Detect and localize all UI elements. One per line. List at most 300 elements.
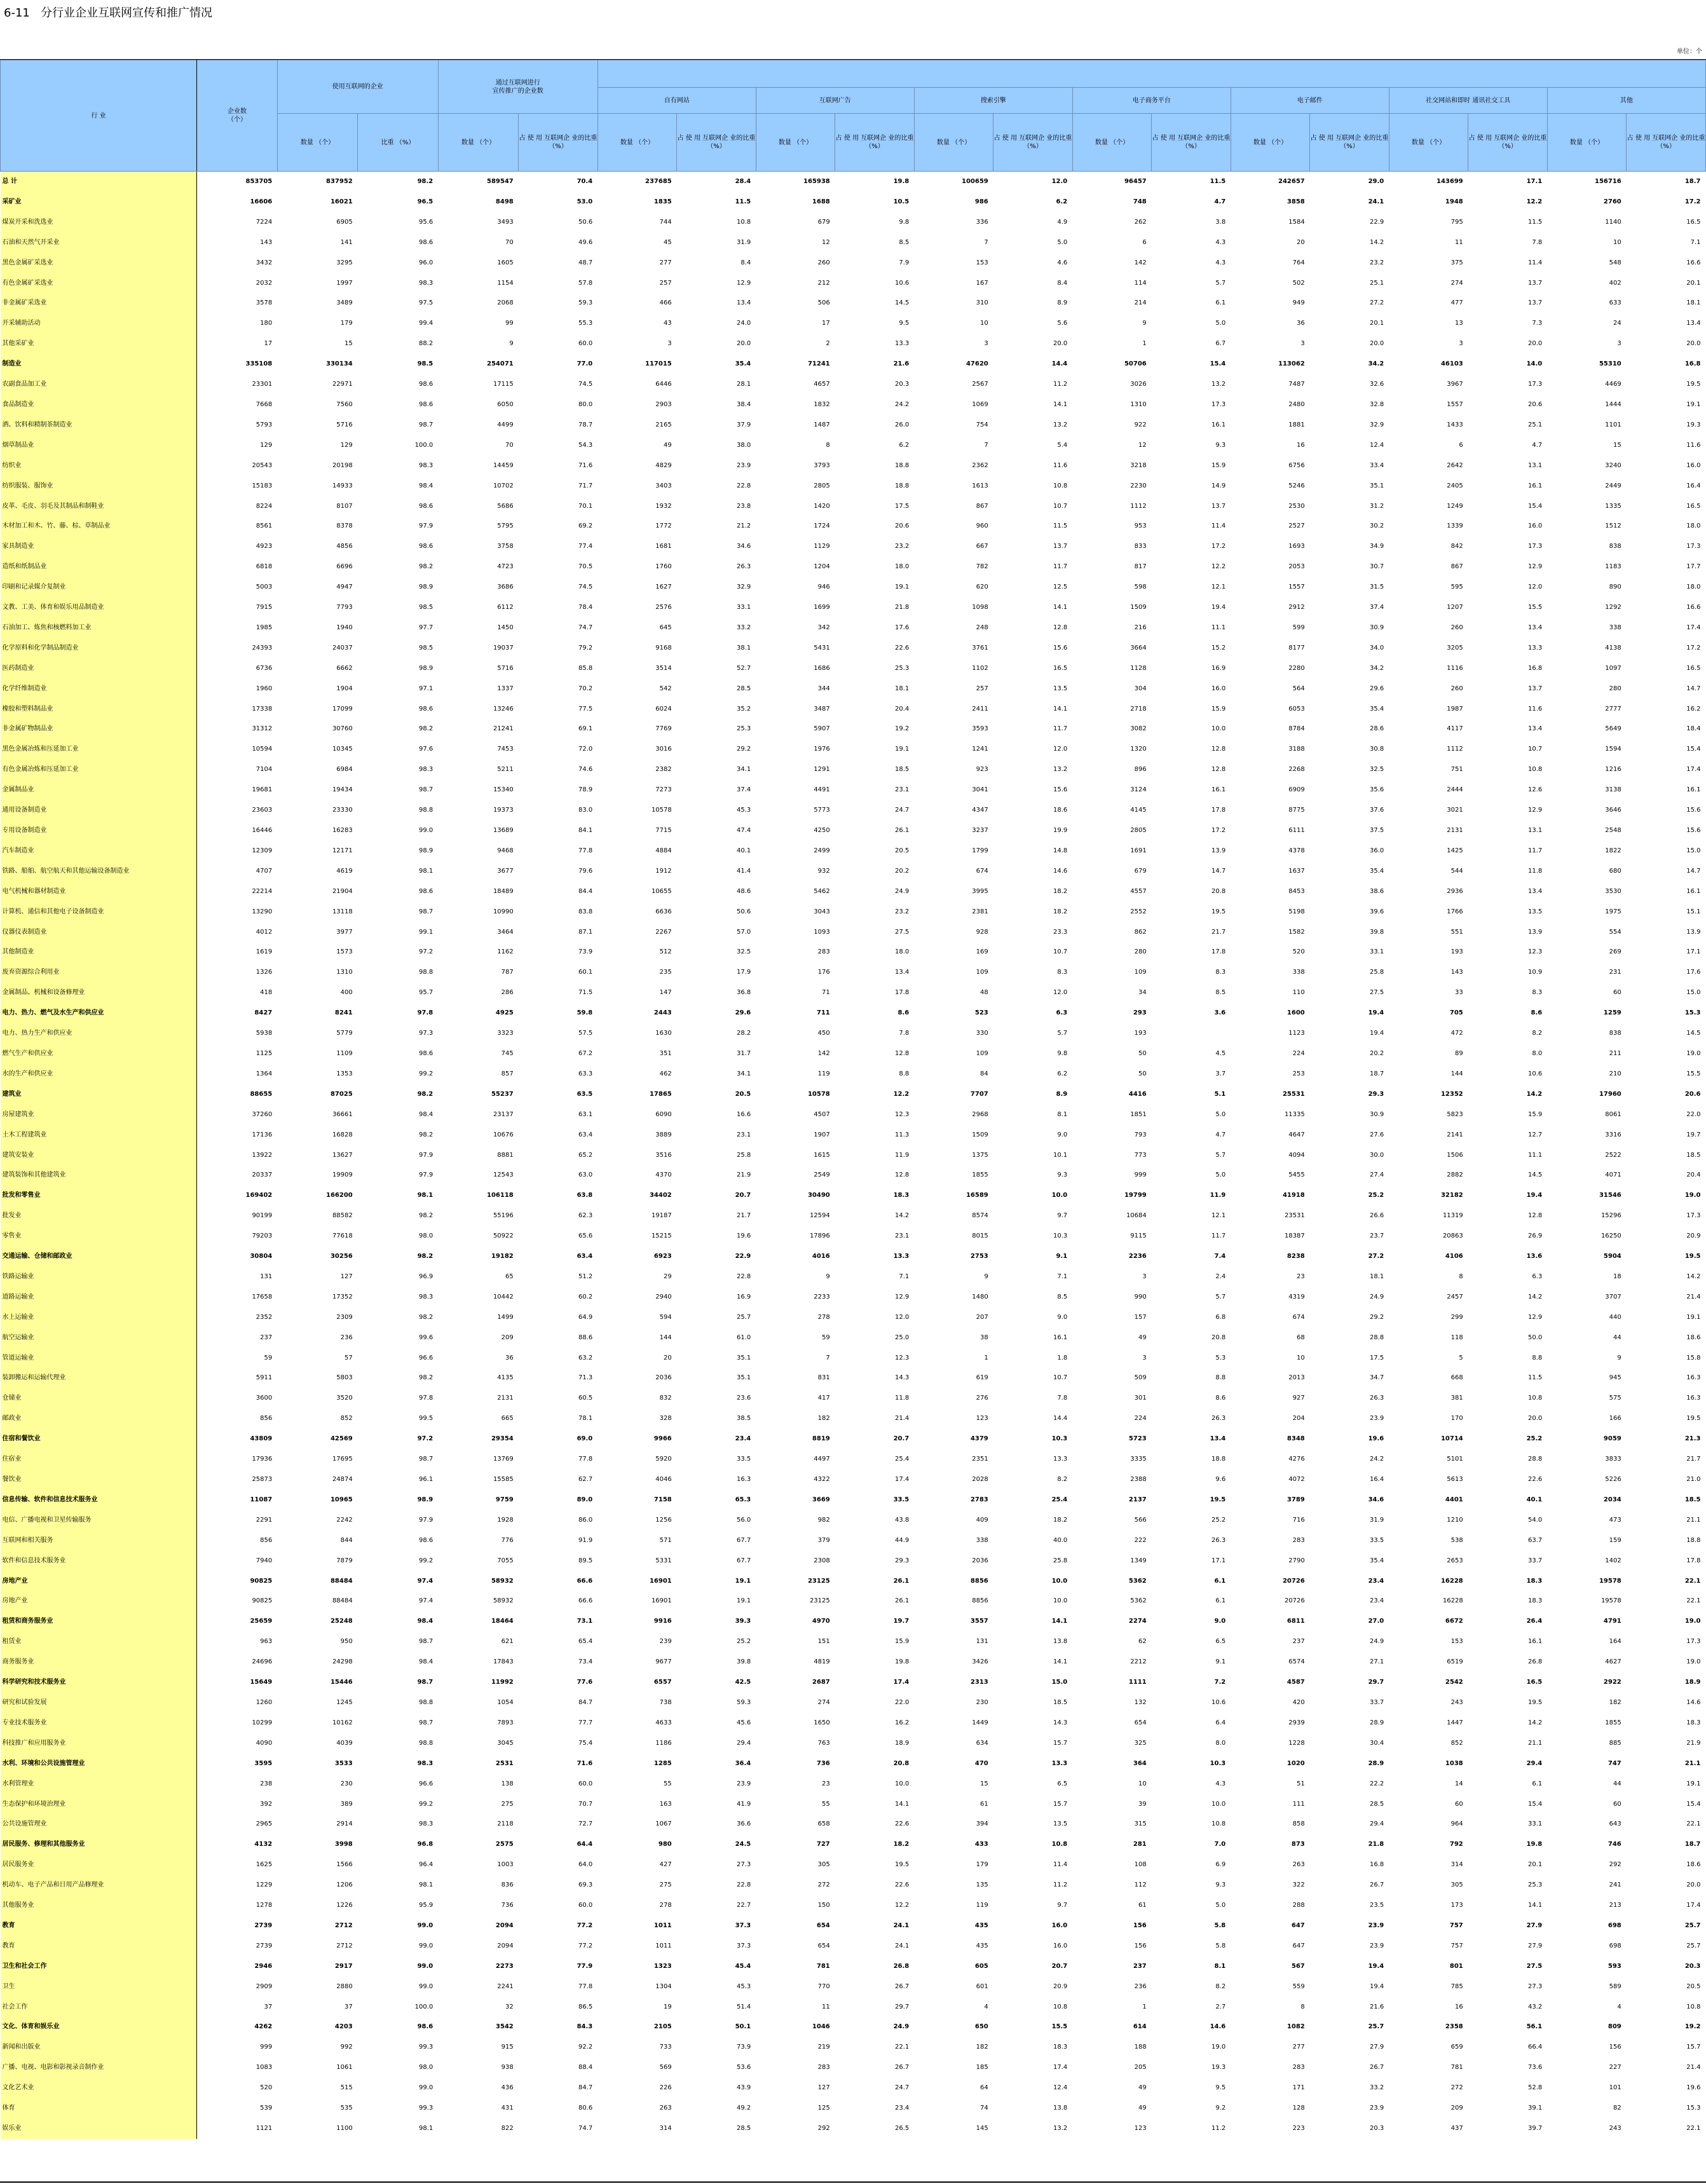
table-cell: 738 <box>659 1698 672 1706</box>
table-cell: 3998 <box>334 1841 353 1848</box>
table-cell: 24 <box>1613 320 1621 327</box>
table-cell: 43 <box>664 320 672 327</box>
table-cell: 20.0 <box>1369 340 1384 348</box>
industry-name: 石油和天然气开采业 <box>1 233 197 253</box>
table-cell: 1326 <box>256 969 273 976</box>
table-cell: 28.8 <box>1369 1334 1384 1341</box>
table-cell: 22.6 <box>1527 1476 1543 1483</box>
industry-name: 纺织业 <box>1 456 197 476</box>
table-cell: 2914 <box>336 1820 353 1828</box>
table-cell: 63.4 <box>577 1253 593 1260</box>
table-cell: 1216 <box>1605 766 1621 774</box>
table-cell: 45.3 <box>736 807 751 814</box>
table-cell: 18.5 <box>894 766 910 774</box>
table-cell: 8881 <box>497 1151 514 1159</box>
table-cell: 30.9 <box>1369 624 1384 631</box>
table-cell: 1102 <box>972 664 988 672</box>
table-cell: 3464 <box>497 928 514 936</box>
table-row <box>1 2058 1706 2078</box>
table-cell: 11.5 <box>1527 1374 1543 1382</box>
table-cell: 143699 <box>1436 178 1463 185</box>
table-cell: 1681 <box>655 543 672 550</box>
table-cell: 58932 <box>493 1597 514 1605</box>
table-row <box>1 1916 1706 1936</box>
table-cell: 2712 <box>334 1921 353 1929</box>
header-group-4: 电子邮件 <box>1231 88 1389 114</box>
table-cell: 502 <box>1292 279 1305 287</box>
table-cell: 97.2 <box>417 1435 433 1443</box>
table-cell: 20.8 <box>1211 887 1226 895</box>
table-cell: 867 <box>1450 563 1463 571</box>
table-cell: 12.4 <box>1369 441 1384 449</box>
table-cell: 6.5 <box>1215 1638 1226 1646</box>
table-cell: 9.8 <box>1057 1049 1068 1057</box>
table-cell: 52.7 <box>736 664 751 672</box>
table-cell: 15.1 <box>1686 908 1701 915</box>
table-cell: 2230 <box>1130 482 1147 489</box>
table-cell: 95.6 <box>418 218 433 226</box>
table-cell: 19.4 <box>1368 1009 1384 1017</box>
industry-name: 居民服务、修理和其他服务业 <box>1 1834 197 1855</box>
table-cell: 8.3 <box>1532 989 1543 997</box>
table-cell: 305 <box>817 1861 830 1869</box>
table-cell: 2548 <box>1605 827 1621 834</box>
table-cell: 3240 <box>1605 461 1621 469</box>
table-cell: 24.9 <box>1369 1293 1384 1300</box>
table-cell: 12352 <box>1440 1090 1463 1098</box>
table-cell: 1162 <box>497 948 514 956</box>
table-cell: 19.9 <box>1053 827 1068 834</box>
table-cell: 16.0 <box>1211 685 1226 692</box>
table-cell: 39.3 <box>735 1618 751 1625</box>
table-cell: 1097 <box>1605 664 1621 672</box>
table-cell: 26.0 <box>894 421 910 428</box>
table-cell: 18.5 <box>1053 1698 1068 1706</box>
table-cell: 78.1 <box>578 1415 593 1423</box>
table-cell: 77.9 <box>577 1962 593 1970</box>
table-cell: 18.8 <box>894 482 910 489</box>
table-cell: 15585 <box>493 1476 514 1483</box>
table-cell: 4262 <box>254 2023 273 2031</box>
table-cell: 75.4 <box>578 1739 593 1747</box>
table-cell: 16.3 <box>1686 1374 1701 1382</box>
table-cell: 1509 <box>972 1131 988 1138</box>
table-cell: 11.2 <box>1053 381 1068 388</box>
table-cell: 795 <box>1450 218 1463 226</box>
header-group-3: 电子商务平台 <box>1072 88 1231 114</box>
table-cell: 226 <box>659 2084 672 2092</box>
header-group-band <box>597 60 1705 88</box>
table-cell: 1292 <box>1605 604 1621 611</box>
table-cell: 23.4 <box>1368 1577 1384 1585</box>
table-cell: 98.7 <box>418 1719 433 1726</box>
table-cell: 70.4 <box>577 178 593 185</box>
table-cell: 1109 <box>336 1049 353 1057</box>
table-cell: 31.5 <box>1369 584 1384 591</box>
table-cell: 10.3 <box>1051 1435 1068 1443</box>
table-cell: 14.1 <box>1053 604 1068 611</box>
table-cell: 17.2 <box>1211 543 1226 550</box>
header-group-6: 其他 <box>1547 88 1705 114</box>
table-cell: 7273 <box>655 786 672 794</box>
table-cell: 78.4 <box>578 604 593 611</box>
table-cell: 110 <box>1292 989 1305 997</box>
table-cell: 292 <box>1609 1861 1621 1869</box>
table-cell: 22.9 <box>735 1253 751 1260</box>
table-cell: 4.3 <box>1215 259 1226 266</box>
table-cell: 2552 <box>1130 908 1147 915</box>
industry-name: 软件和信息技术服务业 <box>1 1551 197 1571</box>
table-cell: 11.8 <box>1527 867 1543 875</box>
industry-name: 专业技术服务业 <box>1 1713 197 1733</box>
table-cell: 14.7 <box>1686 867 1701 875</box>
table-cell: 38.5 <box>736 1415 751 1423</box>
table-cell: 230 <box>976 1698 988 1706</box>
table-cell: 98.6 <box>418 381 433 388</box>
table-cell: 18 <box>1613 1273 1621 1280</box>
table-cell: 27.2 <box>1369 299 1384 307</box>
table-cell: 39 <box>1138 1800 1147 1808</box>
table-row <box>1 1652 1706 1672</box>
industry-name: 化学纤维制造业 <box>1 679 197 699</box>
table-cell: 12.3 <box>894 1354 910 1362</box>
table-row <box>1 1490 1706 1510</box>
table-cell: 4401 <box>1445 1496 1463 1503</box>
table-cell: 15649 <box>250 1679 273 1686</box>
table-cell: 188 <box>1134 2044 1147 2051</box>
table-cell: 17.3 <box>1527 543 1543 550</box>
table-cell: 74.5 <box>578 584 593 591</box>
table-cell: 1020 <box>1286 1759 1305 1767</box>
table-cell: 22.8 <box>736 1273 751 1280</box>
table-cell: 10 <box>1613 238 1621 246</box>
table-cell: 55310 <box>1599 360 1621 368</box>
table-cell: 15.0 <box>1686 847 1701 854</box>
table-cell: 4106 <box>1445 1253 1463 1260</box>
table-cell: 97.2 <box>418 948 433 956</box>
industry-name: 燃气生产和供应业 <box>1 1044 197 1064</box>
table-cell: 20863 <box>1442 1232 1463 1240</box>
table-cell: 679 <box>1134 867 1147 875</box>
table-cell: 16021 <box>330 198 353 205</box>
table-cell: 10965 <box>330 1496 353 1503</box>
table-cell: 11.7 <box>1053 563 1068 571</box>
table-cell: 98.3 <box>418 766 433 774</box>
table-cell: 523 <box>974 1009 988 1017</box>
table-cell: 325 <box>1134 1739 1147 1747</box>
table-cell: 982 <box>817 1516 830 1524</box>
table-cell: 73.4 <box>578 1658 593 1666</box>
table-cell: 34.9 <box>1369 543 1384 550</box>
table-cell: 10.8 <box>736 218 751 226</box>
table-row <box>1 1470 1706 1490</box>
table-cell: 11.4 <box>1211 522 1226 530</box>
table-cell: 2382 <box>655 766 672 774</box>
table-cell: 3045 <box>497 1739 514 1747</box>
table-cell: 3487 <box>814 705 830 713</box>
table-cell: 15.3 <box>1686 2105 1701 2112</box>
table-cell: 1487 <box>814 421 830 428</box>
table-cell: 98.2 <box>418 1131 433 1138</box>
table-cell: 6818 <box>256 563 273 571</box>
table-cell: 566 <box>1134 1516 1147 1524</box>
table-cell: 24.1 <box>894 1942 910 1949</box>
industry-name: 电信、广播电视和卫星传输服务 <box>1 1510 197 1531</box>
table-cell: 2968 <box>972 1110 988 1118</box>
table-cell: 12.0 <box>894 1313 910 1321</box>
table-cell: 922 <box>1134 421 1147 428</box>
table-cell: 19.5 <box>1684 1253 1701 1260</box>
table-cell: 9.1 <box>1215 1658 1226 1666</box>
table-cell: 8.1 <box>1057 1110 1068 1118</box>
table-cell: 3707 <box>1605 1293 1621 1300</box>
table-cell: 2909 <box>256 1983 273 1990</box>
table-cell: 1724 <box>814 522 830 530</box>
table-row <box>1 293 1706 313</box>
industry-name: 非金属矿物制品业 <box>1 719 197 739</box>
table-cell: 20 <box>1297 238 1305 246</box>
table-cell: 634 <box>976 1739 988 1747</box>
table-cell: 833 <box>1134 543 1147 550</box>
table-cell: 8.1 <box>1214 1962 1226 1970</box>
table-cell: 99.0 <box>417 1921 433 1929</box>
table-cell: 2105 <box>653 2023 672 2031</box>
table-cell: 41.4 <box>736 867 751 875</box>
table-cell: 54.0 <box>1527 1516 1543 1524</box>
table-cell: 2946 <box>254 1962 273 1970</box>
table-cell: 3995 <box>972 887 988 895</box>
header-group-5: 社交网站和即时 通讯社交工具 <box>1389 88 1547 114</box>
table-cell: 7769 <box>655 725 672 733</box>
table-cell: 3758 <box>497 543 514 550</box>
table-row <box>1 659 1706 679</box>
table-cell: 86.0 <box>578 1516 593 1524</box>
table-cell: 9.0 <box>1057 1313 1068 1321</box>
table-cell: 98.6 <box>418 705 433 713</box>
table-cell: 4923 <box>256 543 273 550</box>
table-cell: 28.6 <box>1369 725 1384 733</box>
table-cell: 63.3 <box>578 1070 593 1077</box>
table-cell: 3489 <box>336 299 353 307</box>
table-cell: 4.9 <box>1057 218 1068 226</box>
bottom-rule <box>0 2181 1706 2183</box>
table-cell: 62 <box>1138 1638 1147 1646</box>
table-cell: 5938 <box>256 1030 273 1037</box>
table-cell: 38.0 <box>736 441 751 449</box>
table-cell: 10714 <box>1440 1435 1463 1443</box>
table-cell: 17.1 <box>1211 1557 1226 1564</box>
table-cell: 77.2 <box>578 1942 593 1949</box>
table-cell: 19799 <box>1124 1192 1147 1199</box>
table-cell: 12.8 <box>1527 1212 1543 1220</box>
table-cell: 20.5 <box>1686 1983 1701 1990</box>
table-cell: 17.5 <box>1369 1354 1384 1362</box>
table-cell: 1976 <box>814 746 830 753</box>
table-cell: 179 <box>976 1861 988 1869</box>
table-cell: 8.6 <box>897 1009 910 1017</box>
table-cell: 109 <box>976 969 988 976</box>
table-cell: 41.9 <box>736 1800 751 1808</box>
table-cell: 25.1 <box>1527 421 1543 428</box>
table-cell: 236 <box>1134 1983 1147 1990</box>
table-cell: 19.1 <box>735 1577 751 1585</box>
table-cell: 1069 <box>972 400 988 408</box>
table-cell: 938 <box>501 2064 514 2071</box>
table-cell: 3664 <box>1130 644 1147 652</box>
table-cell: 1186 <box>655 1739 672 1747</box>
table-cell: 63.7 <box>1527 1536 1543 1544</box>
table-cell: 35.4 <box>1369 705 1384 713</box>
table-cell: 50 <box>1138 1049 1147 1057</box>
table-cell: 5920 <box>655 1456 672 1463</box>
table-cell: 24298 <box>332 1658 353 1666</box>
table-cell: 668 <box>1450 1374 1463 1382</box>
table-cell: 1011 <box>653 1921 672 1929</box>
industry-name: 其他制造业 <box>1 942 197 962</box>
table-row <box>1 1267 1706 1287</box>
table-cell: 28.4 <box>735 178 751 185</box>
table-cell: 3789 <box>1286 1496 1305 1503</box>
table-cell: 18.7 <box>1684 1841 1701 1848</box>
table-cell: 7793 <box>336 604 353 611</box>
table-cell: 49.2 <box>736 2105 751 2112</box>
table-cell: 595 <box>1450 584 1463 591</box>
table-cell: 667 <box>976 543 988 550</box>
table-cell: 25.8 <box>736 1151 751 1159</box>
table-cell: 185 <box>976 2064 988 2071</box>
table-cell: 2922 <box>1603 1679 1621 1686</box>
table-cell: 1881 <box>1288 421 1305 428</box>
table-cell: 26.1 <box>893 1577 910 1585</box>
table-cell: 17099 <box>332 705 353 713</box>
table-cell: 470 <box>974 1759 988 1767</box>
table-cell: 69.0 <box>577 1435 593 1443</box>
table-cell: 310 <box>976 299 988 307</box>
table-cell: 698 <box>1609 1942 1621 1949</box>
table-cell: 66.6 <box>578 1597 593 1605</box>
table-cell: 128 <box>1292 2105 1305 2112</box>
table-cell: 17.1 <box>1526 178 1543 185</box>
table-cell: 98.0 <box>418 2064 433 2071</box>
table-cell: 241 <box>1609 1881 1621 1889</box>
table-cell: 96.4 <box>418 1861 433 1869</box>
table-row <box>1 415 1706 435</box>
table-row <box>1 800 1706 821</box>
table-cell: 3188 <box>1288 746 1305 753</box>
table-cell: 54.3 <box>578 441 593 449</box>
table-cell: 90199 <box>252 1212 273 1220</box>
table-row <box>1 253 1706 273</box>
table-cell: 16.1 <box>1211 421 1226 428</box>
table-cell: 19.1 <box>1686 400 1701 408</box>
table-cell: 17843 <box>493 1658 514 1666</box>
table-cell: 13.7 <box>1053 543 1068 550</box>
table-cell: 1557 <box>1447 400 1463 408</box>
table-cell: 13.4 <box>1527 725 1543 733</box>
table-cell: 25531 <box>1282 1090 1305 1098</box>
table-cell: 2032 <box>256 279 273 287</box>
table-cell: 381 <box>1450 1395 1463 1402</box>
table-cell: 40.1 <box>1526 1496 1543 1503</box>
table-cell: 13689 <box>493 827 514 834</box>
table-cell: 70.1 <box>578 502 593 510</box>
table-cell: 32.5 <box>736 948 751 956</box>
table-cell: 15.2 <box>1211 644 1226 652</box>
table-cell: 17.3 <box>1686 543 1701 550</box>
table-cell: 2212 <box>1130 1658 1147 1666</box>
table-cell: 633 <box>1609 299 1621 307</box>
table-cell: 60.0 <box>578 340 593 348</box>
table-cell: 10578 <box>807 1090 830 1098</box>
table-cell: 25.8 <box>1369 969 1384 976</box>
table-cell: 299 <box>1450 1313 1463 1321</box>
table-cell: 182 <box>1609 1698 1621 1706</box>
table-cell: 9759 <box>495 1496 514 1503</box>
table-cell: 32 <box>505 2003 514 2010</box>
table-cell: 1509 <box>1130 604 1147 611</box>
table-cell: 19.4 <box>1211 604 1226 611</box>
table-cell: 18.0 <box>1686 584 1701 591</box>
industry-name: 橡胶和塑料制品业 <box>1 699 197 720</box>
table-cell: 26.9 <box>1527 1232 1543 1240</box>
table-cell: 1450 <box>497 624 514 631</box>
table-cell: 39.7 <box>1527 2125 1543 2132</box>
table-cell: 260 <box>1450 685 1463 692</box>
industry-name: 公共设施管理业 <box>1 1814 197 1834</box>
table-row <box>1 496 1706 517</box>
table-row <box>1 679 1706 699</box>
table-cell: 33.5 <box>893 1496 910 1503</box>
table-cell: 4469 <box>1605 381 1621 388</box>
table-cell: 2411 <box>972 705 988 713</box>
table-cell: 1038 <box>1445 1759 1463 1767</box>
table-cell: 945 <box>1609 1374 1621 1382</box>
table-cell: 3335 <box>1130 1456 1147 1463</box>
table-cell: 12.8 <box>894 1171 910 1179</box>
table-cell: 22971 <box>332 381 353 388</box>
table-cell: 1310 <box>1130 400 1147 408</box>
table-cell: 17.8 <box>894 989 910 997</box>
table-cell: 29.6 <box>1369 685 1384 692</box>
table-cell: 29.2 <box>1369 1313 1384 1321</box>
table-cell: 9115 <box>1130 1232 1147 1240</box>
table-cell: 5.6 <box>1057 320 1068 327</box>
table-cell: 575 <box>1609 1395 1621 1402</box>
table-cell: 109 <box>1134 969 1147 976</box>
table-cell: 23137 <box>493 1110 514 1118</box>
industry-name: 皮革、毛皮、羽毛及其制品和制鞋业 <box>1 496 197 517</box>
table-cell: 34 <box>1138 989 1147 997</box>
industry-name: 水的生产和供应业 <box>1 1064 197 1084</box>
table-row <box>1 1591 1706 1611</box>
table-cell: 301 <box>1134 1395 1147 1402</box>
table-cell: 1183 <box>1605 563 1621 571</box>
table-cell: 12.6 <box>1527 786 1543 794</box>
table-cell: 16228 <box>1442 1597 1463 1605</box>
table-cell: 8 <box>1300 2003 1305 2010</box>
table-cell: 462 <box>659 1070 672 1077</box>
table-cell: 100659 <box>962 178 988 185</box>
table-cell: 53.6 <box>736 2064 751 2071</box>
table-cell: 98.6 <box>418 238 433 246</box>
table-cell: 392 <box>260 1800 273 1808</box>
table-cell: 21.6 <box>893 360 910 368</box>
table-cell: 211 <box>1609 1049 1621 1057</box>
table-cell: 4499 <box>497 421 514 428</box>
table-row <box>1 456 1706 476</box>
table-cell: 89.5 <box>578 1557 593 1564</box>
table-cell: 605 <box>974 1962 988 1970</box>
